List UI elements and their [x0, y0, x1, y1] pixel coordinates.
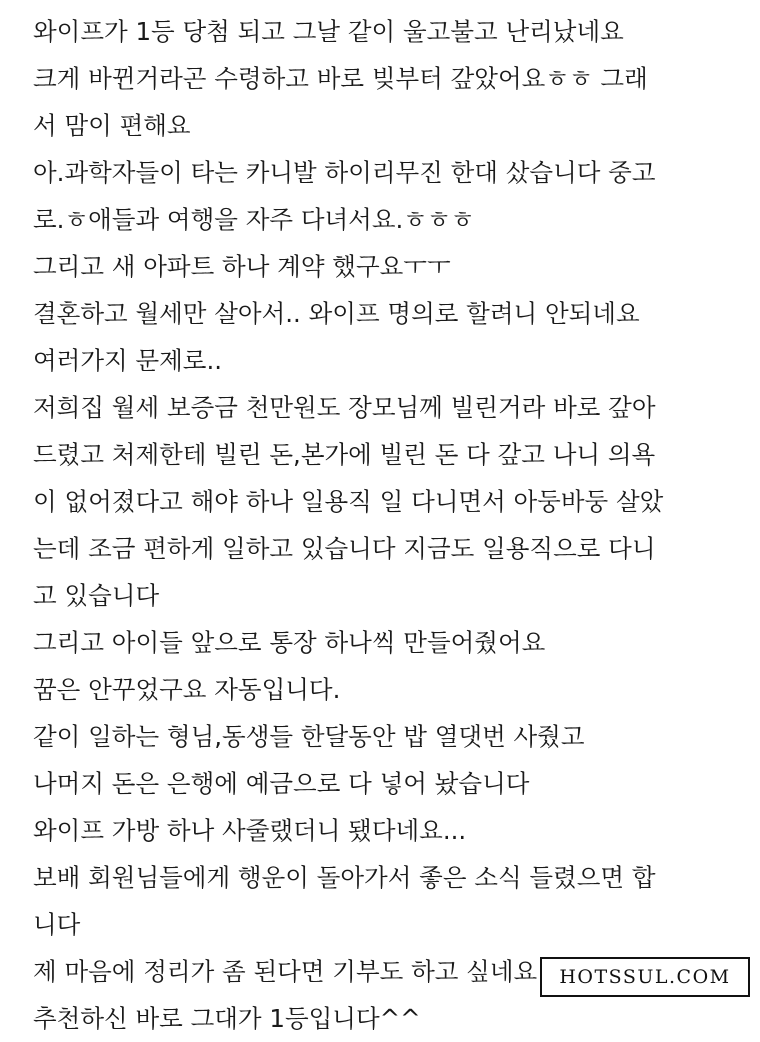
- post-line: 꿈은 안꾸었구요 자동입니다.: [33, 675, 341, 704]
- post-line: 드렸고 처제한테 빌린 돈,본가에 빌린 돈 다 갚고 나니 의욕: [33, 440, 656, 469]
- post-line: 고 있습니다: [33, 581, 160, 610]
- post-body: [33, 8, 748, 1042]
- post-line: 이 없어졌다고 해야 하나 일용직 일 다니면서 아둥바둥 살았: [33, 487, 664, 516]
- post-line: 보배 회원님들에게 행운이 돌아가서 좋은 소식 들렸으면 합: [33, 863, 656, 892]
- post-line: 결혼하고 월세만 살아서.. 와이프 명의로 할려니 안되네요: [33, 299, 640, 328]
- post-line: 제 마음에 정리가 좀 된다면 기부도 하고 싶네요: [33, 957, 538, 986]
- post-line: 그리고 아이들 앞으로 통장 하나씩 만들어줬어요: [33, 628, 546, 657]
- post-line: 서 맘이 편해요: [33, 111, 191, 140]
- post-line: 와이프가 1등 당첨 되고 그날 같이 울고불고 난리났네요: [33, 17, 624, 46]
- post-line: 같이 일하는 형님,동생들 한달동안 밥 열댓번 사줬고: [33, 722, 585, 751]
- site-watermark: HOTSSUL.COM: [540, 957, 750, 997]
- post-line: 저희집 월세 보증금 천만원도 장모님께 빌린거라 바로 갚아: [33, 393, 656, 422]
- post-line: 크게 바뀐거라곤 수령하고 바로 빚부터 갚았어요ㅎㅎ 그래: [33, 64, 648, 93]
- post-line: 그리고 새 아파트 하나 계약 했구요ㅜㅜ: [33, 252, 451, 281]
- post-line: 와이프 가방 하나 사줄랬더니 됐다네요...: [33, 816, 467, 845]
- post-line: 로.ㅎ애들과 여행을 자주 다녀서요.ㅎㅎㅎ: [33, 205, 475, 234]
- post-line: 는데 조금 편하게 일하고 있습니다 지금도 일용직으로 다니: [33, 534, 656, 563]
- post-line: 나머지 돈은 은행에 예금으로 다 넣어 놨습니다: [33, 769, 530, 798]
- post-line: 여러가지 문제로..: [33, 346, 223, 375]
- post-line: 추천하신 바로 그대가 1등입니다^^: [33, 1004, 421, 1033]
- post-line: 아.과학자들이 타는 카니발 하이리무진 한대 샀습니다 중고: [33, 158, 656, 187]
- post-line: 니다: [33, 910, 81, 939]
